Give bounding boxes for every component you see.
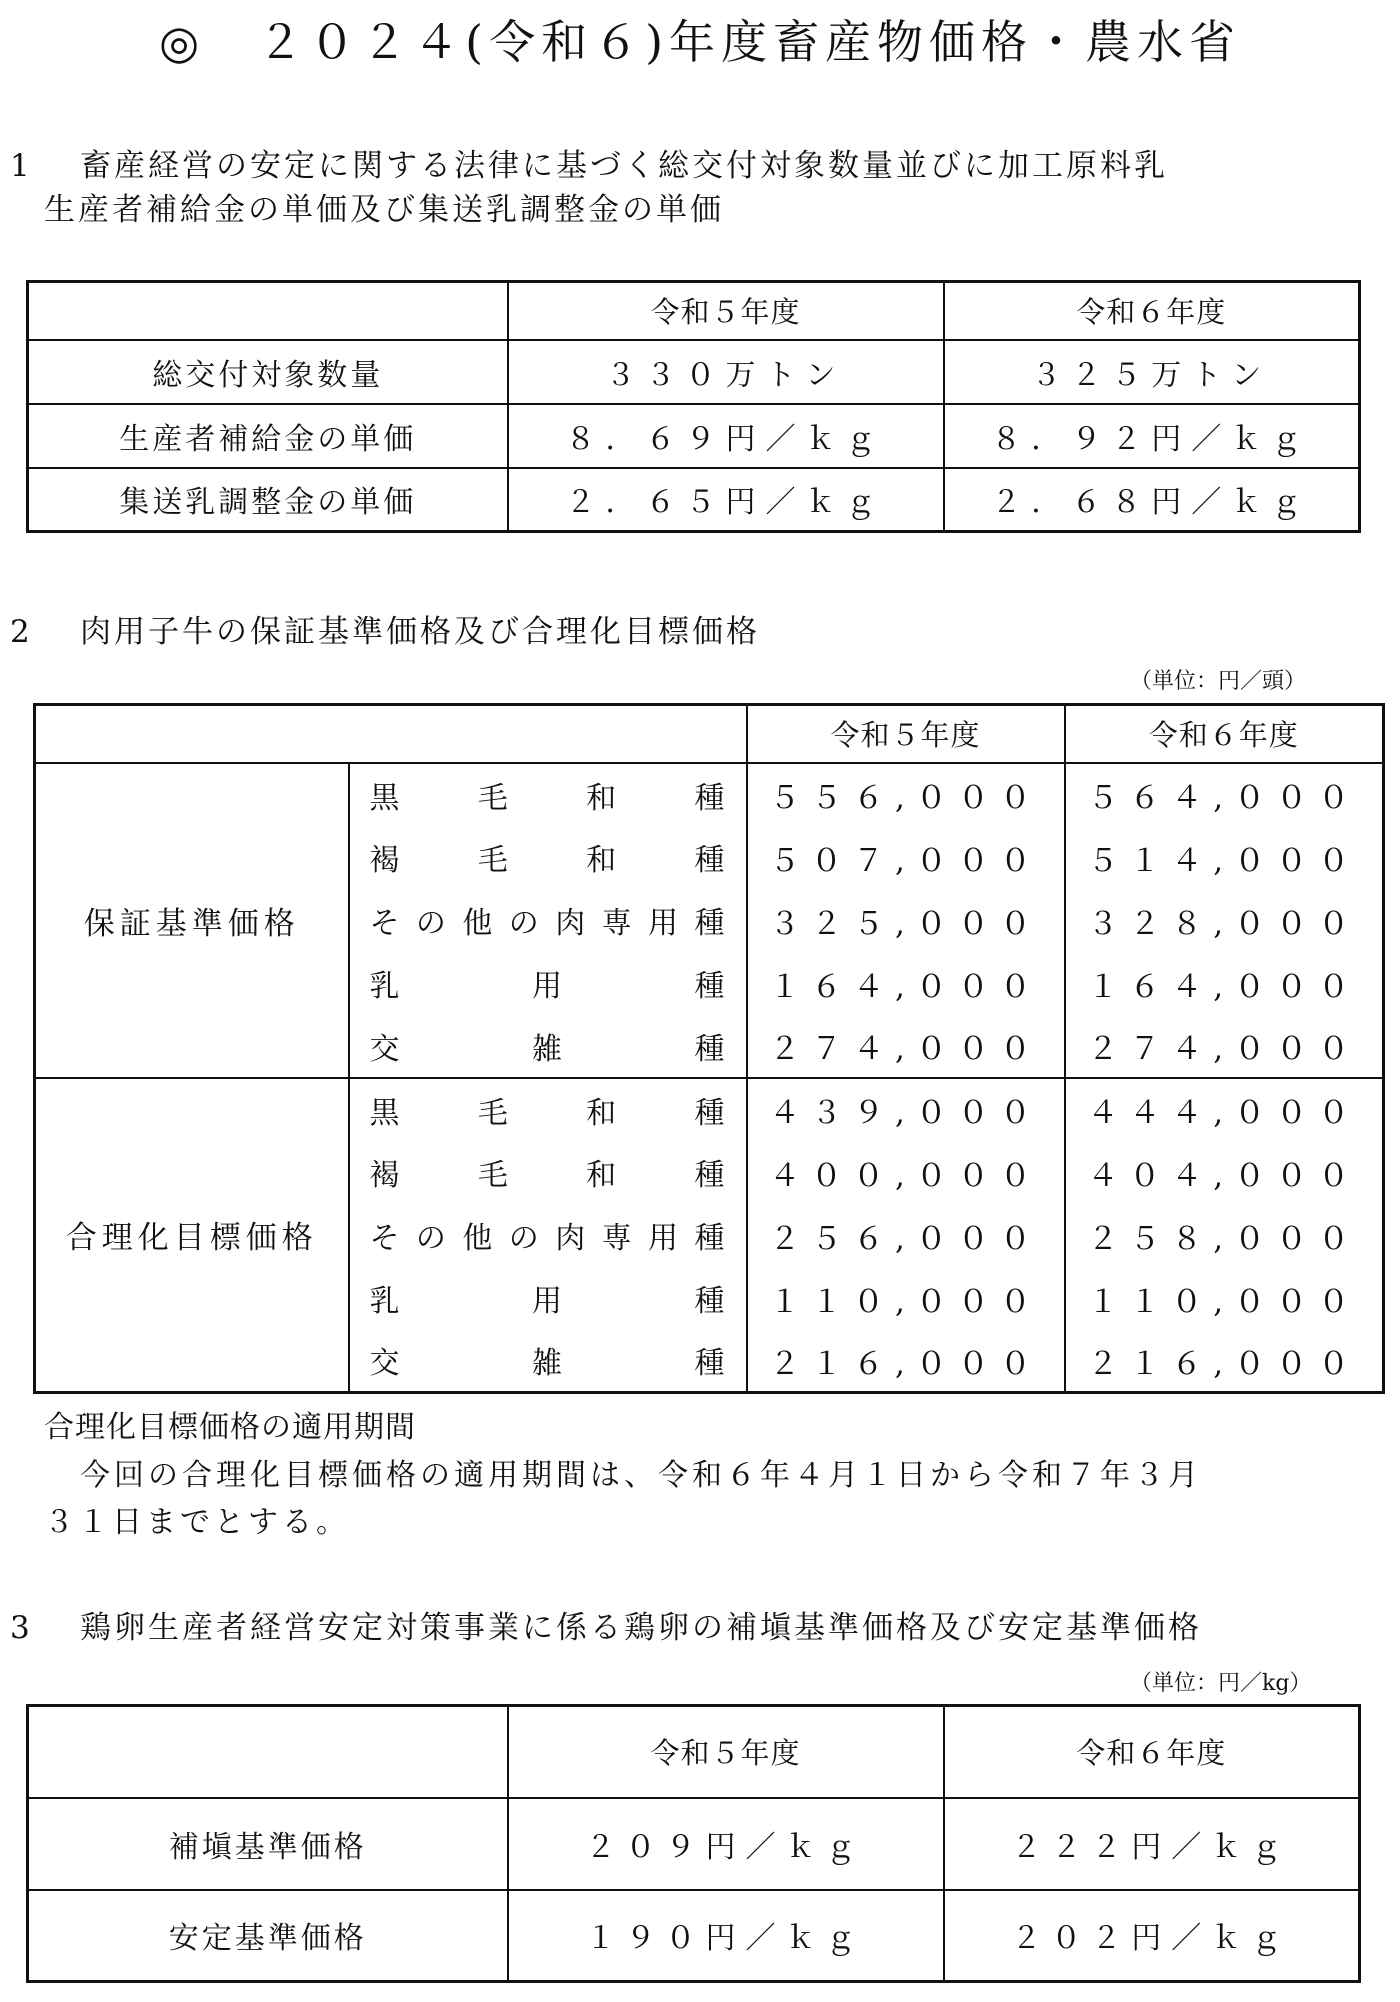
value-r6: ３２８,０００ <box>1065 889 1384 952</box>
breed-label <box>370 773 728 817</box>
breed-char: 種 <box>694 1284 728 1319</box>
breed-char: 毛 <box>477 843 511 878</box>
breed-char: 毛 <box>477 1158 511 1193</box>
section2-unit: （単位：円／頭） <box>1130 669 1307 694</box>
breed-char: 種 <box>694 780 728 816</box>
value-r6: ４４４,０００ <box>1065 1078 1384 1141</box>
table-row <box>28 468 1360 532</box>
value-r5: ５０７,０００ <box>747 826 1065 889</box>
breed-char: の <box>508 906 542 941</box>
col-header-r6: 令和６年度 <box>1065 705 1384 763</box>
breed-cell <box>349 889 747 952</box>
col-header-r5: 令和５年度 <box>508 1706 944 1798</box>
breed-char: 他 <box>462 1221 496 1256</box>
breed-label <box>370 1276 728 1320</box>
breed-char: 用 <box>648 1221 682 1256</box>
value-r5: ８．６９円／ｋｇ <box>508 404 944 468</box>
value-r6: １１０,０００ <box>1065 1267 1384 1330</box>
row-label: 総交付対象数量 <box>28 340 508 404</box>
value-r5: ４３９,０００ <box>747 1078 1065 1141</box>
value-r5: ２０９円／ｋｇ <box>508 1798 944 1890</box>
page-title: ◎ ２０２４(令和６)年度畜産物価格・農水省 <box>158 15 1242 69</box>
breed-label <box>370 961 728 1005</box>
value-r6: ２５８,０００ <box>1065 1204 1384 1267</box>
breed-cell <box>349 1330 747 1393</box>
table-corner-cell <box>35 705 747 763</box>
section1-heading-line2: 生産者補給金の単価及び集送乳調整金の単価 <box>44 192 724 228</box>
breed-label <box>370 898 728 942</box>
value-r6: ２．６８円／ｋｇ <box>944 468 1360 532</box>
note-line1: 今回の合理化目標価格の適用期間は、令和６年４月１日から令和７年３月 <box>80 1458 1202 1493</box>
section2-heading <box>10 606 760 651</box>
row-label: 生産者補給金の単価 <box>28 404 508 468</box>
breed-char: 他 <box>462 906 496 941</box>
row-label: 集送乳調整金の単価 <box>28 468 508 532</box>
breed-char: 種 <box>694 843 728 878</box>
table-header-row <box>35 705 1384 763</box>
breed-char: 和 <box>586 780 620 816</box>
value-r5: １１０,０００ <box>747 1267 1065 1330</box>
breed-char: の <box>415 906 449 941</box>
breed-char: 種 <box>694 1158 728 1193</box>
breed-cell <box>349 1015 747 1078</box>
table-milk-subsidy <box>26 280 1361 533</box>
section2-heading-text: 肉用子牛の保証基準価格及び合理化目標価格 <box>80 614 760 650</box>
breed-label <box>370 835 728 879</box>
section3-number: 3 <box>10 1610 33 1646</box>
note-line2: ３１日までとする。 <box>44 1505 350 1540</box>
table-calf-prices <box>33 703 1385 1394</box>
breed-char: 用 <box>532 969 565 1004</box>
breed-label <box>370 1150 728 1194</box>
breed-char: 種 <box>694 1346 728 1382</box>
section3-heading-text: 鶏卵生産者経営安定対策事業に係る鶏卵の補塡基準価格及び安定基準価格 <box>80 1610 1202 1646</box>
row-label: 安定基準価格 <box>28 1890 508 1982</box>
breed-char: 毛 <box>477 780 511 816</box>
table-header-row <box>28 1706 1360 1798</box>
value-r5: ４００,０００ <box>747 1141 1065 1204</box>
breed-char: 毛 <box>477 1095 511 1131</box>
breed-char: 雑 <box>532 1346 565 1382</box>
table-header-row <box>28 282 1360 340</box>
table-row <box>35 763 1384 826</box>
section1-heading <box>10 140 1168 185</box>
breed-char: 雑 <box>532 1031 565 1067</box>
breed-char: そ <box>369 906 403 941</box>
breed-char: 黒 <box>369 1095 403 1131</box>
breed-cell <box>349 826 747 889</box>
breed-char: 用 <box>648 906 682 941</box>
value-r6: １６４,０００ <box>1065 952 1384 1015</box>
breed-char: 専 <box>601 1221 635 1256</box>
breed-char: 褐 <box>369 843 403 878</box>
note-title: 合理化目標価格の適用期間 <box>44 1410 416 1445</box>
breed-char: 和 <box>586 1095 620 1131</box>
value-r5: ２．６５円／ｋｇ <box>508 468 944 532</box>
breed-label <box>370 1213 728 1257</box>
section2-number: 2 <box>10 614 33 650</box>
breed-cell <box>349 1141 747 1204</box>
value-r6: ５１４,０００ <box>1065 826 1384 889</box>
table-corner-cell <box>28 1706 508 1798</box>
value-r5: ３２５,０００ <box>747 889 1065 952</box>
breed-char: 肉 <box>555 906 589 941</box>
value-r6: ２２２円／ｋｇ <box>944 1798 1360 1890</box>
col-header-r6: 令和６年度 <box>944 282 1360 340</box>
table-row <box>28 1798 1360 1890</box>
value-r6: ２１６,０００ <box>1065 1330 1384 1393</box>
breed-char: の <box>415 1221 449 1256</box>
table-row <box>28 340 1360 404</box>
breed-cell <box>349 1267 747 1330</box>
col-header-r5: 令和５年度 <box>747 705 1065 763</box>
breed-char: そ <box>369 1221 403 1256</box>
col-header-r6: 令和６年度 <box>944 1706 1360 1798</box>
table-row <box>35 1078 1384 1141</box>
breed-char: 黒 <box>369 780 403 816</box>
breed-cell <box>349 952 747 1015</box>
value-r5: ５５６,０００ <box>747 763 1065 826</box>
value-r5: ２７４,０００ <box>747 1015 1065 1078</box>
breed-char: 交 <box>369 1346 403 1382</box>
breed-char: 乳 <box>369 969 403 1004</box>
breed-char: 種 <box>694 969 728 1004</box>
breed-char: 褐 <box>369 1158 403 1193</box>
breed-char: 専 <box>601 906 635 941</box>
value-r6: ２７４,０００ <box>1065 1015 1384 1078</box>
breed-char: 種 <box>694 1221 728 1256</box>
group-label-guarantee: 保証基準価格 <box>35 763 349 1078</box>
table-row <box>28 1890 1360 1982</box>
breed-cell <box>349 1078 747 1141</box>
breed-char: 種 <box>694 1031 728 1067</box>
value-r5: ３３０万トン <box>508 340 944 404</box>
breed-cell <box>349 763 747 826</box>
section3-unit: （単位：円／kg） <box>1130 1671 1312 1696</box>
value-r5: １６４,０００ <box>747 952 1065 1015</box>
breed-char: 用 <box>532 1284 565 1319</box>
table-egg-prices <box>26 1704 1361 1983</box>
value-r5: １９０円／ｋｇ <box>508 1890 944 1982</box>
breed-char: 種 <box>694 906 728 941</box>
value-r6: ５６４,０００ <box>1065 763 1384 826</box>
value-r6: ３２５万トン <box>944 340 1360 404</box>
breed-char: の <box>508 1221 542 1256</box>
value-r6: ２０２円／ｋｇ <box>944 1890 1360 1982</box>
breed-char: 和 <box>586 1158 620 1193</box>
value-r5: ２１６,０００ <box>747 1330 1065 1393</box>
breed-char: 和 <box>586 843 620 878</box>
breed-cell <box>349 1204 747 1267</box>
value-r5: ２５６,０００ <box>747 1204 1065 1267</box>
breed-label <box>370 1088 728 1132</box>
col-header-r5: 令和５年度 <box>508 282 944 340</box>
value-r6: ８．９２円／ｋｇ <box>944 404 1360 468</box>
breed-label <box>370 1338 728 1382</box>
group-label-target: 合理化目標価格 <box>35 1078 349 1393</box>
breed-char: 交 <box>369 1031 403 1067</box>
section1-number: 1 <box>10 148 33 184</box>
breed-char: 肉 <box>555 1221 589 1256</box>
row-label: 補塡基準価格 <box>28 1798 508 1890</box>
breed-char: 乳 <box>369 1284 403 1319</box>
table-row <box>28 404 1360 468</box>
breed-label <box>370 1024 728 1068</box>
table-corner-cell <box>28 282 508 340</box>
section1-heading-line1: 畜産経営の安定に関する法律に基づく総交付対象数量並びに加工原料乳 <box>80 148 1168 184</box>
value-r6: ４０４,０００ <box>1065 1141 1384 1204</box>
section3-heading <box>10 1602 1202 1647</box>
breed-char: 種 <box>694 1095 728 1131</box>
